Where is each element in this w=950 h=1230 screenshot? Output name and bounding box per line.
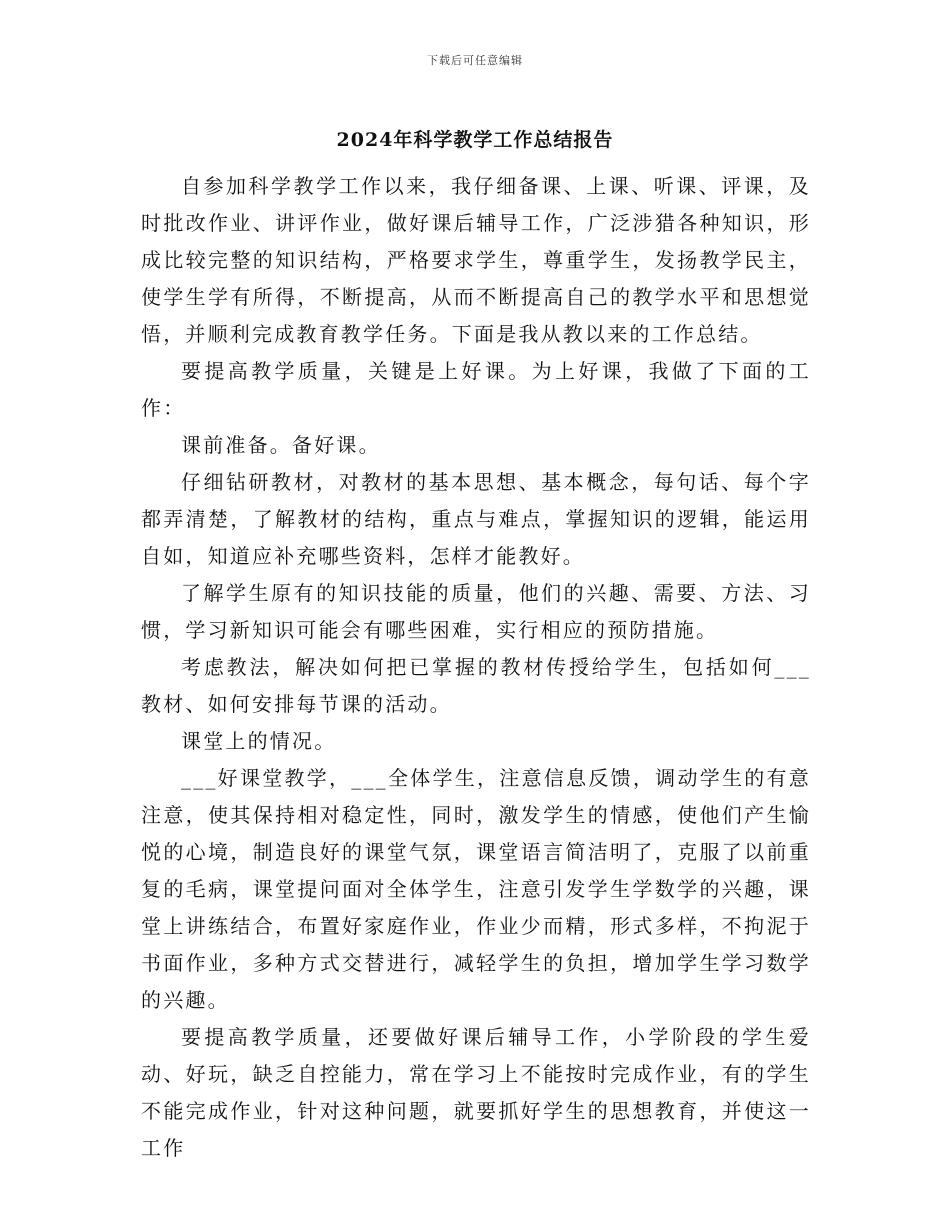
page-header: 下载后可任意编辑 [427,54,523,67]
paragraph: 课前准备。备好课。 [181,433,381,457]
paragraph: 仔细钻研教材，对教材的基本思想、基本概念，每句话、每个字都弄清楚，了解教材的结构，重点与难点，掌握知识的逻辑，能运用自如，知道应补充哪些资料，怎样才能教好。 [141,470,811,568]
document-body [141,168,811,1167]
paragraph: 考虑教法，解决如何把已掌握的教材传授给学生，包括如何___教材、如何安排每节课的活动。 [141,655,811,716]
paragraph: 要提高教学质量，还要做好课后辅导工作，小学阶段的学生爱动、好玩，缺乏自控能力，常在学习上不能按时完成作业，有的学生不能完成作业，针对这种问题，就要抓好学生的思想教育，并使这一工作 [141,1025,811,1160]
paragraph: 课堂上的情况。 [181,729,337,753]
document-title: 2024年科学教学工作总结报告 [336,129,614,151]
paragraph: ___好课堂教学，___全体学生，注意信息反馈，调动学生的有意注意，使其保持相对稳定性，同时，激发学生的情感，使他们产生愉悦的心境，制造良好的课堂气氛，课堂语言简洁明了，克服了以前重复的毛病，课堂提问面对全体学生，注意引发学生学数学的兴趣，课堂上讲练结合，布置好家庭作业，作业少而精，形式多样，不拘泥于书面作业，多种方式交替进行，减轻学生的负担，增加学生学习数学的兴趣。 [141,766,811,1012]
paragraph: 自参加科学教学工作以来，我仔细备课、上课、听课、评课，及时批改作业、讲评作业，做好课后辅导工作，广泛涉猎各种知识，形成比较完整的知识结构，严格要求学生，尊重学生，发扬教学民主，使学生学有所得，不断提高，从而不断提高自己的教学水平和思想觉悟，并顺利完成教育教学任务。下面是我从教以来的工作总结。 [141,174,811,346]
paragraph: 要提高教学质量，关键是上好课。为上好课，我做了下面的工作： [141,359,811,420]
paragraph: 了解学生原有的知识技能的质量，他们的兴趣、需要、方法、习惯，学习新知识可能会有哪些困难，实行相应的预防措施。 [141,581,811,642]
